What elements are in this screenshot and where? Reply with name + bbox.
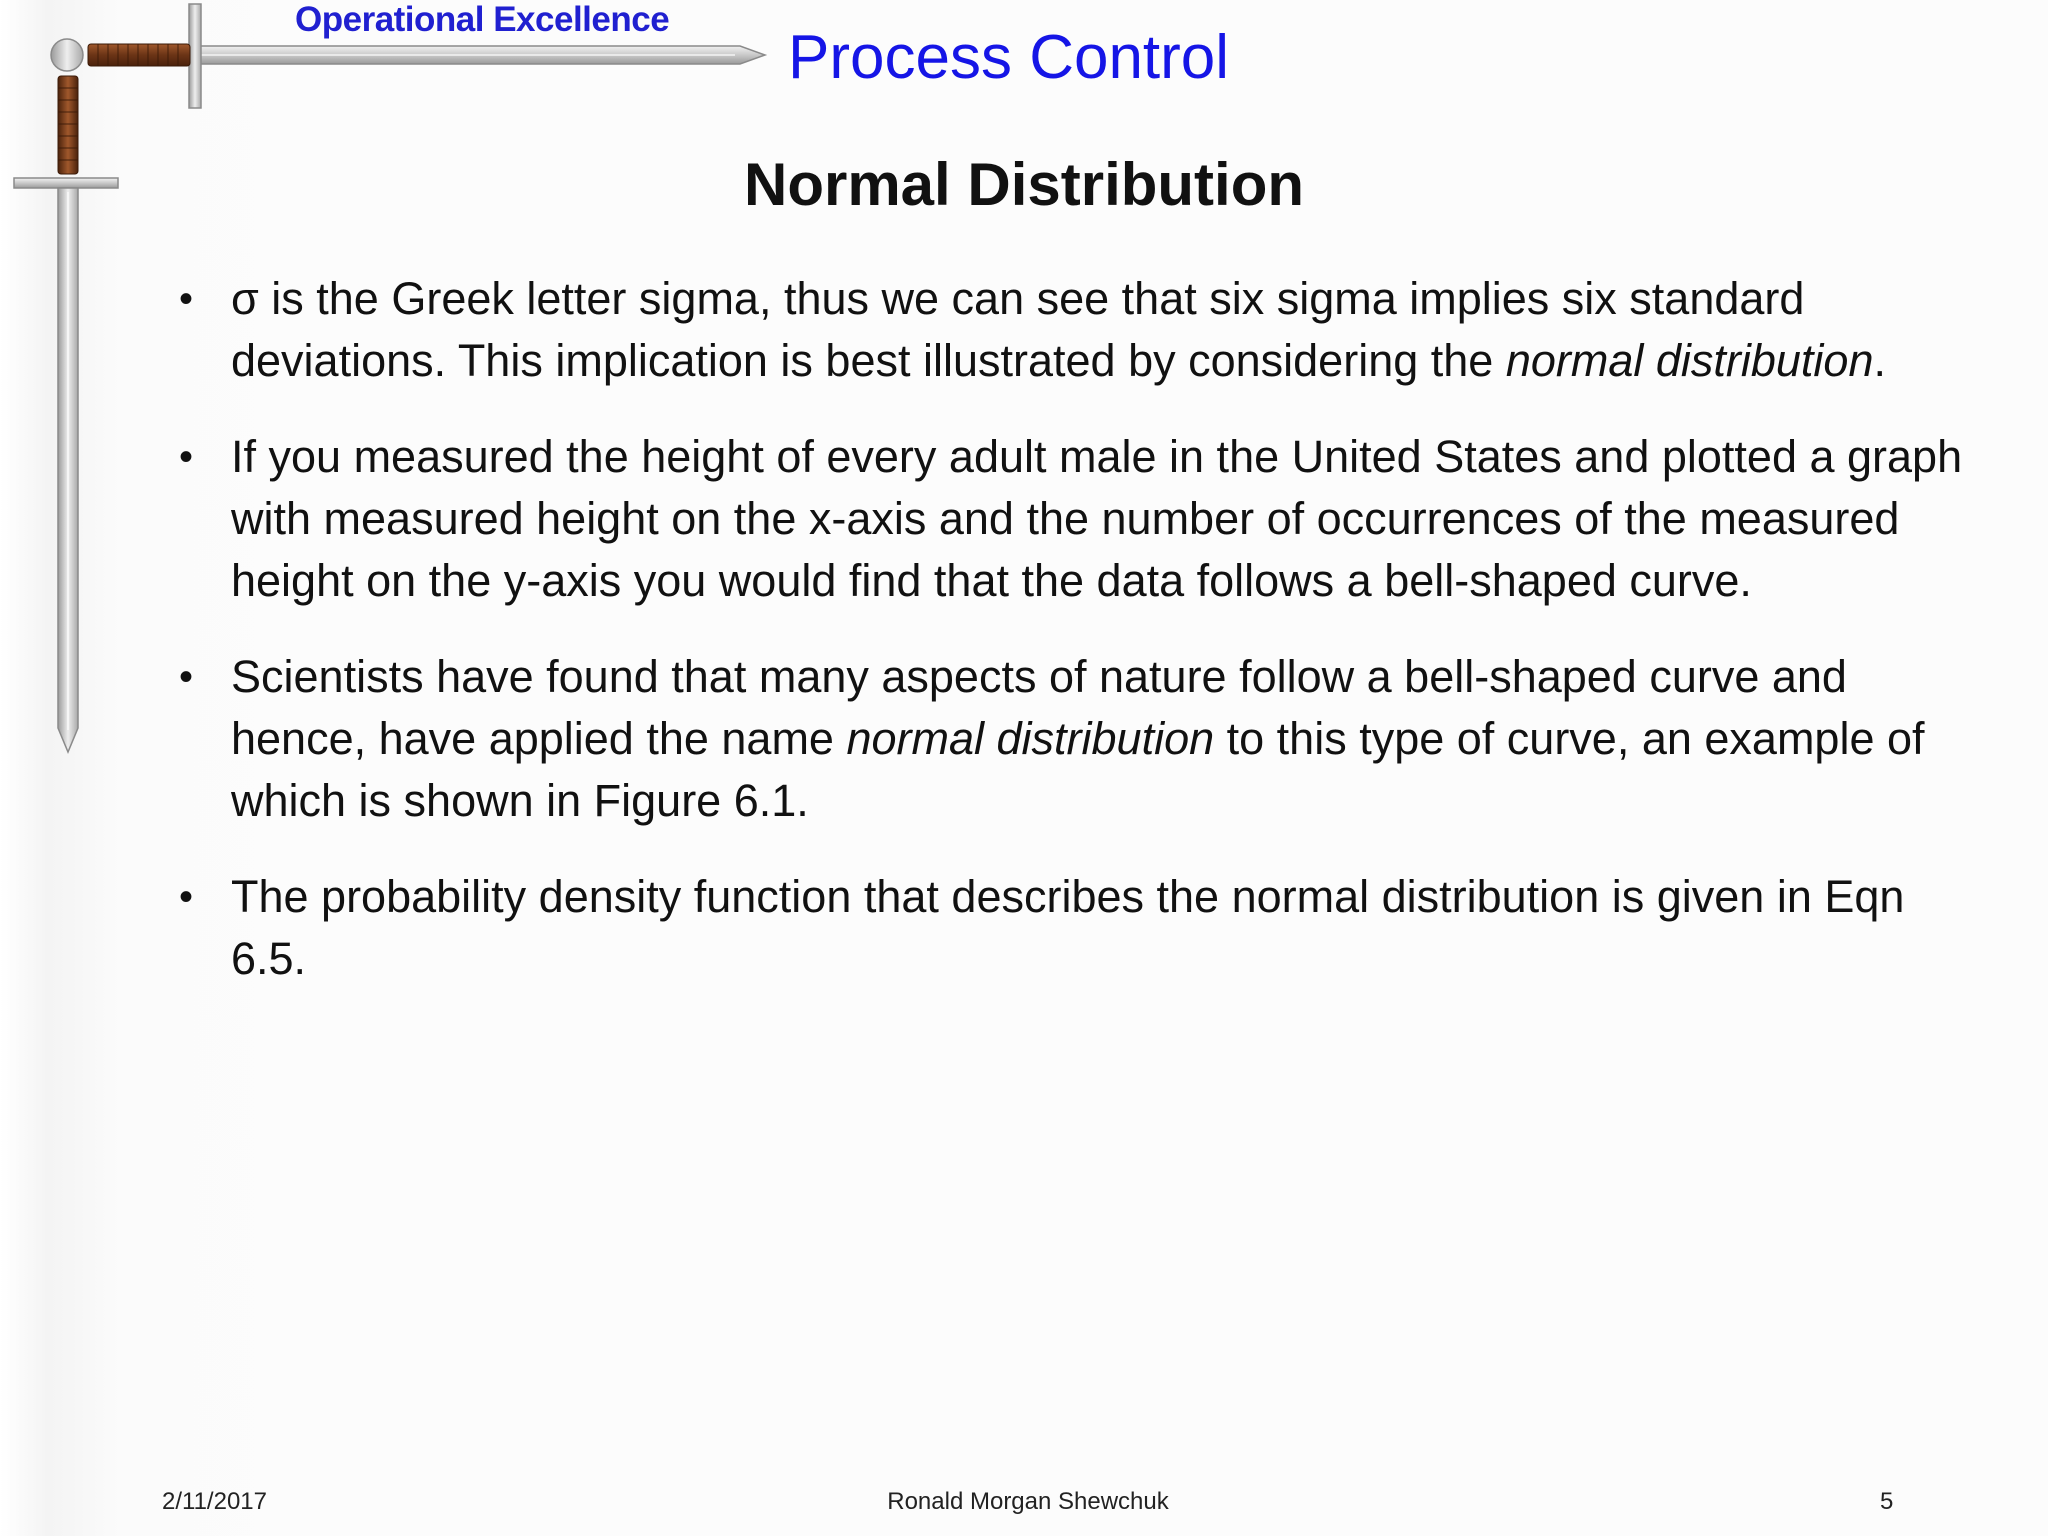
footer-date: 2/11/2017	[162, 1488, 267, 1515]
slide-title: Normal Distribution	[743, 151, 1304, 218]
bullet-icon: •	[179, 277, 194, 321]
bullet-list	[175, 268, 1965, 1024]
bullet-text: Scientists have found that many aspects of nature follow a bell-shaped curve and hence, have applied the name normal distribution to this type of curve, an example of which is shown in Figure 6.1.	[231, 651, 1925, 826]
bullet-item	[175, 426, 1965, 612]
bullet-icon: •	[179, 875, 194, 919]
bullet-item	[175, 866, 1965, 990]
bullet-icon: •	[179, 655, 194, 699]
brand-label: Operational Excellence	[295, 0, 670, 39]
bullet-item	[175, 646, 1965, 832]
bullet-item	[175, 268, 1965, 392]
bullet-text: σ is the Greek letter sigma, thus we can see that six sigma implies six standard deviations. This implication is best illustrated by considering the normal distribution.	[231, 273, 1886, 386]
bullet-icon: •	[179, 435, 194, 479]
bullet-text: If you measured the height of every adult male in the United States and plotted a graph with measured height on the x-axis and the number of occurrences of the measured height on the y-axis you would find that the data follows a bell-shaped curve.	[231, 431, 1963, 606]
page-number: 5	[1880, 1488, 1894, 1515]
bullet-text: The probability density function that describes the normal distribution is given in Eqn 6.5.	[231, 871, 1905, 984]
header-title: Process Control	[788, 23, 1230, 92]
footer-author: Ronald Morgan Shewchuk	[887, 1488, 1169, 1515]
